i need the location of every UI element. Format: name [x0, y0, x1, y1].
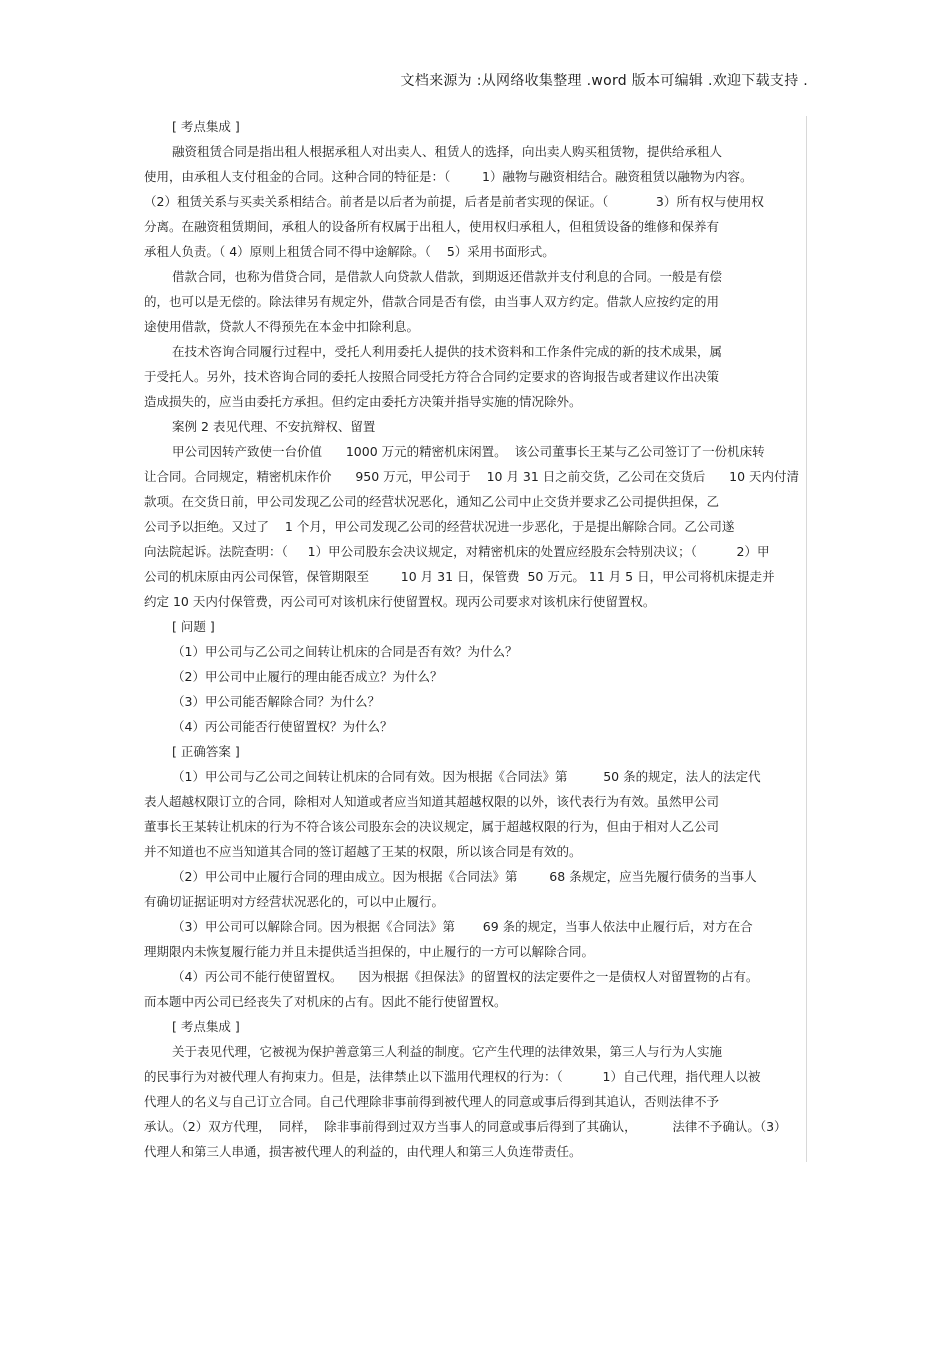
text-line: 向法院起诉。法院查明：（ 1）甲公司股东会决议规定，对精密机床的处置应经股东会特别决议；（ 2）甲 [144, 544, 770, 559]
text-line: 途使用借款，贷款人不得预先在本金中扣除利息。 [144, 319, 420, 334]
text-line: （4）丙公司能否行使留置权？为什么？ [172, 719, 393, 734]
text-line: 在技术咨询合同履行过程中，受托人利用委托人提供的技术资料和工作条件完成的新的技术成果，属 [172, 344, 723, 359]
text-line: （2）甲公司中止履行合同的理由成立。因为根据《合同法》第 68 条规定，应当先履行债务的当事人 [172, 869, 757, 884]
text-line: 关于表见代理，它被视为保护善意第三人利益的制度。它产生代理的法律效果，第三人与行为人实施 [172, 1044, 723, 1059]
text-line: [ 问题 ] [172, 619, 215, 634]
text-line: 董事长王某转让机床的行为不符合该公司股东会的决议规定，属于超越权限的行为，但由于相对人乙公司 [144, 819, 720, 834]
text-line: （1）甲公司与乙公司之间转让机床的合同有效。因为根据《合同法》第 50 条的规定，法人的法定代 [172, 769, 761, 784]
text-line: （1）甲公司与乙公司之间转让机床的合同是否有效？为什么？ [172, 644, 518, 659]
text-line: （3）甲公司能否解除合同？为什么？ [172, 694, 380, 709]
text-line: （3）甲公司可以解除合同。因为根据《合同法》第 69 条的规定，当事人依法中止履行后，对方在合 [172, 919, 753, 934]
text-line: 使用，由承租人支付租金的合同。这种合同的特征是：（ 1）融物与融资相结合。融资租赁以融物为内容。 [144, 169, 753, 184]
text-line: 案例 2 表见代理、不安抗辩权、留置 [172, 419, 376, 434]
text-line: 让合同。合同规定，精密机床作价 950 万元，甲公司于 10 月 31 日之前交货，乙公司在交货后 10 天内付清 [144, 469, 800, 484]
text-line: 借款合同，也称为借贷合同，是借款人向贷款人借款，到期返还借款并支付利息的合同。一般是有偿 [172, 269, 723, 284]
text-line: 表人超越权限订立的合同，除相对人知道或者应当知道其超越权限的以外，该代表行为有效。虽然甲公司 [144, 794, 720, 809]
page-header-note: 文档来源为 :从网络收集整理 .word 版本可编辑 .欢迎下载支持 . [400, 73, 808, 89]
text-line: （2）租赁关系与买卖关系相结合。前者是以后者为前提，后者是前者实现的保证。（ 3）所有权与使用权 [144, 194, 764, 209]
text-line: 并不知道也不应当知道其合同的签订超越了王某的权限，所以该合同是有效的。 [144, 844, 582, 859]
text-line: 甲公司因转产致使一台价值 1000 万元的精密机床闲置。 该公司董事长王某与乙公司签订了一份机床转 [172, 444, 765, 459]
text-line: [ 正确答案 ] [172, 744, 240, 759]
text-line: 的民事行为对被代理人有拘束力。但是，法律禁止以下滥用代理权的行为：（ 1）自己代理，指代理人以被 [144, 1069, 761, 1084]
text-line: 而本题中丙公司已经丧失了对机床的占有。因此不能行使留置权。 [144, 994, 507, 1009]
text-line: 有确切证据证明对方经营状况恶化的，可以中止履行。 [144, 894, 445, 909]
text-line: 的，也可以是无偿的。除法律另有规定外，借款合同是否有偿，由当事人双方约定。借款人应按约定的用 [144, 294, 720, 309]
text-line: [ 考点集成 ] [172, 119, 240, 134]
text-line: 承租人负责。（ 4）原则上租赁合同不得中途解除。（ 5）采用书面形式。 [144, 244, 555, 259]
text-line: [ 考点集成 ] [172, 1019, 240, 1034]
text-line: 理期限内未恢复履行能力并且未提供适当担保的，中止履行的一方可以解除合同。 [144, 944, 595, 959]
text-line: （4）丙公司不能行使留置权。 因为根据《担保法》的留置权的法定要件之一是债权人对留置物的占有。 [172, 969, 759, 984]
text-line: 融资租赁合同是指出租人根据承租人对出卖人、租赁人的选择，向出卖人购买租赁物，提供给承租人 [172, 144, 723, 159]
text-line: 代理人的名义与自己订立合同。自己代理除非事前得到被代理人的同意或事后得到其追认，否则法律不予 [144, 1094, 720, 1109]
text-line: 约定 10 天内付保管费，丙公司可对该机床行使留置权。现丙公司要求对该机床行使留置权。 [144, 594, 656, 609]
text-line: 款项。在交货日前，甲公司发现乙公司的经营状况恶化，通知乙公司中止交货并要求乙公司提供担保，乙 [144, 494, 720, 509]
text-line: 于受托人。另外，技术咨询合同的委托人按照合同受托方符合合同约定要求的咨询报告或者建议作出决策 [144, 369, 720, 384]
text-line: 公司的机床原由丙公司保管，保管期限至 10 月 31 日，保管费 50 万元。 11 月 5 日，甲公司将机床提走并 [144, 569, 775, 584]
text-line: （2）甲公司中止履行的理由能否成立？为什么？ [172, 669, 443, 684]
text-line: 代理人和第三人串通，损害被代理人的利益的，由代理人和第三人负连带责任。 [144, 1144, 582, 1159]
text-line: 公司予以拒绝。又过了 1 个月，甲公司发现乙公司的经营状况进一步恶化，于是提出解除合同。乙公司遂 [144, 519, 735, 534]
text-line: 造成损失的，应当由委托方承担。但约定由委托方决策并指导实施的情况除外。 [144, 394, 582, 409]
text-line: 承认。（2）双方代理， 同样， 除非事前得到过双方当事人的同意或事后得到了其确认， 法律不予确认。（3） [144, 1119, 787, 1134]
document-body [144, 116, 807, 1162]
text-line: 分离。在融资租赁期间，承租人的设备所有权属于出租人，使用权归承租人，但租赁设备的维修和保养有 [144, 219, 720, 234]
